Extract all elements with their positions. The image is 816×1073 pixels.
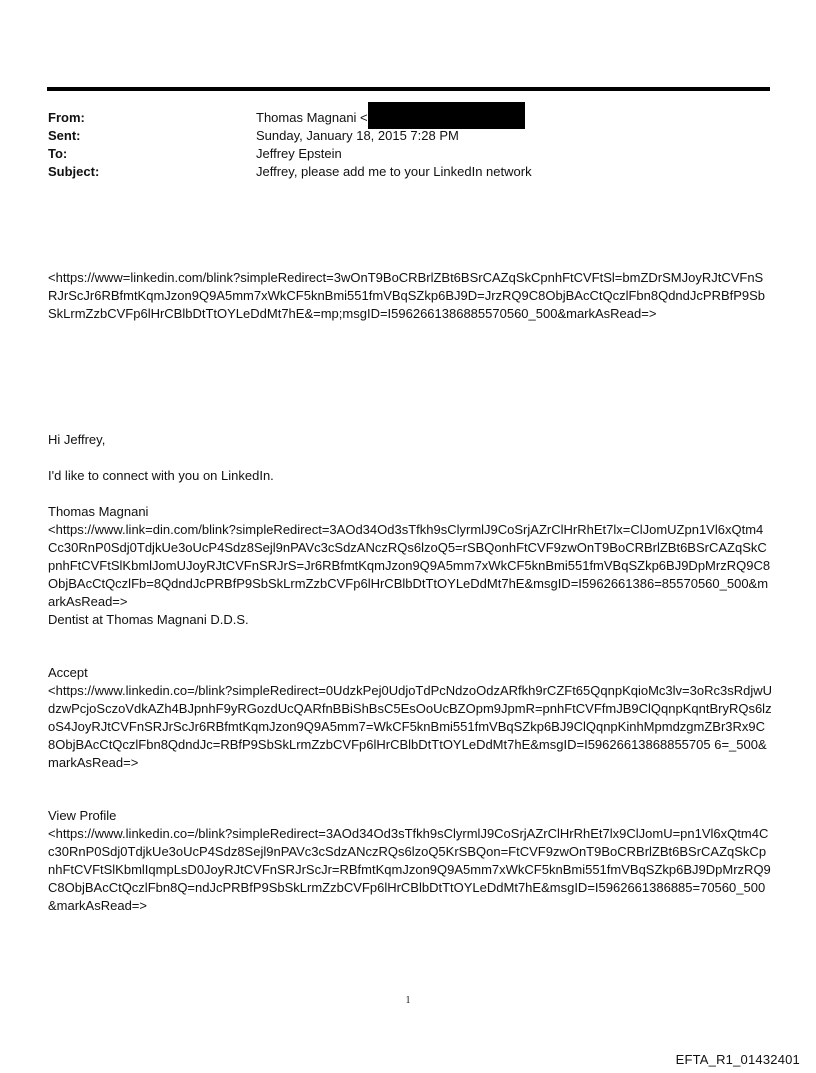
sent-value: Sunday, January 18, 2015 7:28 PM	[256, 128, 459, 143]
bates-stamp: EFTA_R1_01432401	[675, 1052, 800, 1067]
intro-text: I'd like to connect with you on LinkedIn.	[48, 468, 274, 483]
page-number: 1	[405, 995, 411, 1006]
sender-block	[48, 503, 772, 629]
email-header	[48, 109, 768, 181]
intro	[48, 467, 772, 485]
top-tracking-link	[48, 269, 772, 323]
view-profile-link: <https://www.linkedin.co=/blink?simpleRedirect=3AOd34Od3sTfkh9sClyrmlJ9CoSrjAZrClHrRhEt7lx9ClJomU=pn1Vl6xQtm4Cc30RnP0Sdj0TdjkUe3oUcP4Sdz8Sejl9nPAVc3cSdzANczRQs6lzoQ5KrSBQon=FtCVF9zwOnT9BoCRBrlZBt6BSrCAZqSkCpnhFtCVFtSlKbmlIqmpLsD0JoyRJtCVFnSRJrScJr=RBfmtKqmJzon9Q9A5mm7xWkCF5knBmi551fmVBqSZkp6BJ9DpMrzRQ9C8ObjBAcCtQczlFbn8Q=ndJcPRBfP9SbSkLrmZzbCVFp6lHrCBlbDtTtOYLeDdMt7hE&msgID=I5962661386885=70560_500&markAsRead=>	[48, 826, 771, 913]
from-row	[48, 109, 768, 127]
view-profile-label: View Profile	[48, 808, 117, 823]
accept-label: Accept	[48, 665, 88, 680]
accept-block	[48, 664, 772, 772]
top-link-text: <https://www=linkedin.com/blink?simpleRedirect=3wOnT9BoCRBrlZBt6BSrCAZqSkCpnhFtCVFtSl=bmZDrSMJoyRJtCVFnSRJrScJr6RBfmtKqmJzon9Q9A5mm7xWkCF5knBmi551fmVBqSZkp6BJ9D=JrzRQ9C8ObjBAcCtQczlFbn8QdndJcPRBfP9SbSkLrmZzbCVFp6lHrCBlbDtTtOYLeDdMt7hE&=mp;msgID=I5962661386885570560_500&markAsRead=>	[48, 270, 766, 321]
sent-row	[48, 127, 768, 145]
greeting-text: Hi Jeffrey,	[48, 432, 106, 447]
view-profile-block	[48, 807, 772, 915]
sender-link: <https://www.link=din.com/blink?simpleRedirect=3AOd34Od3sTfkh9sClyrmlJ9CoSrjAZrClHrRhEt7lx=ClJomUZpn1Vl6xQtm4Cc30RnP0Sdj0TdjkUe3oUcP4Sdz8Sejl9nPAVc3cSdzANczRQs6lzoQ5=rSBQonhFtCVF9zwOnT9BoCRBrlZBt6BSrCAZqSkCpnhFtCVFtSlKbmlJomUJoyRJtCVFnSRJrS=Jr6RBfmtKqmJzon9Q9A5mm7xWkCF5knBmi551fmVBqSZkp6BJ9DpMrzRQ9C8ObjBAcCtQczlFb=8QdndJcPRBfP9SbSkLrmZzbCVFp6lHrCBlbDtTtOYLeDdMt7hE&msgID=I5962661386=85570560_500&markAsRead=>	[48, 522, 771, 609]
from-name: Thomas Magnani <	[256, 110, 368, 125]
subject-value: Jeffrey, please add me to your LinkedIn network	[256, 164, 532, 179]
accept-link: <https://www.linkedin.co=/blink?simpleRedirect=0UdzkPej0UdjoTdPcNdzoOdzARfkh9rCZFt65QqnpKqioMc3lv=3oRc3sRdjwUdzwPcjoSczoVdkAZh4BJpnhF9yRGozdUcQARfnBBiShBsC5EsOoUcBZOpm9JpmR=pnhFtCVFfmJB9ClQqnpKqntBryRQs6lzoS4JoyRJtCVFnSRJrScJr6RBfmtKqmJzon9Q9A5mm7=WkCF5knBmi551fmVBqSZkp6BJ9ClQqnpKinhMpmdzgmZBr3Rx9C8ObjBAcCtQczlFbn8QdndJc=RBfP9SbSkLrmZzbCVFp6lHrCBlbDtTtOYLeDdMt7hE&msgID=I59626613868855705 6=_500&markAsRead=>	[48, 683, 772, 770]
subject-row	[48, 163, 768, 181]
header-rule	[47, 87, 770, 91]
sent-label: Sent:	[48, 128, 81, 143]
greeting	[48, 431, 772, 449]
to-value: Jeffrey Epstein	[256, 146, 342, 161]
sender-name: Thomas Magnani	[48, 504, 149, 519]
redaction-box	[368, 102, 525, 129]
sender-title: Dentist at Thomas Magnani D.D.S.	[48, 612, 249, 627]
to-row	[48, 145, 768, 163]
subject-label: Subject:	[48, 164, 100, 179]
from-label: From:	[48, 110, 85, 125]
to-label: To:	[48, 146, 68, 161]
